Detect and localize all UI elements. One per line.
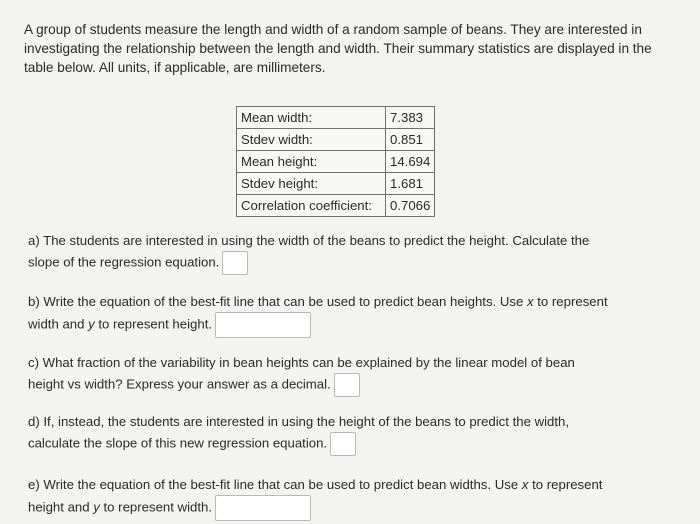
question-d-line1: d) If, instead, the students are interested in using the height of the beans to predict the width, [28, 414, 570, 429]
stat-value: 0.7066 [386, 195, 435, 217]
question-e-text: e) Write the equation of the best-fit line that can be used to predict bean widths. Use [28, 477, 522, 492]
variable-x: x [521, 477, 529, 492]
stat-label: Stdev width: [237, 129, 386, 151]
question-a [28, 231, 668, 275]
answer-a-input[interactable] [222, 251, 248, 275]
table-row [237, 151, 435, 173]
question-c-text: height vs width? Express your answer as a decimal. [28, 376, 331, 392]
stat-label: Mean height: [237, 151, 386, 173]
question-e-text: to represent width. [99, 499, 213, 515]
question-c-line2 [28, 373, 668, 397]
question-a-text: slope of the regression equation. [28, 254, 220, 270]
stat-value: 0.851 [386, 129, 435, 151]
question-b-text: b) Write the equation of the best-fit line that can be used to predict bean heights. Use [28, 294, 527, 309]
stat-label: Stdev height: [237, 173, 386, 195]
table-row [237, 129, 435, 151]
stat-value: 14.694 [386, 151, 435, 173]
answer-b-input[interactable] [215, 312, 311, 338]
question-c [28, 353, 668, 397]
variable-y: y [88, 316, 95, 332]
question-b-line1 [28, 292, 668, 312]
variable-x: x [527, 294, 534, 309]
question-d-line2 [28, 432, 668, 456]
question-c-line1: c) What fraction of the variability in bean heights can be explained by the linear model of bean [28, 355, 575, 370]
question-e [28, 475, 668, 521]
stat-label: Mean width: [237, 107, 386, 129]
question-d [28, 412, 668, 456]
table-row [237, 195, 435, 217]
question-b-text: to represent [533, 294, 608, 309]
summary-statistics-table [236, 106, 435, 217]
stat-label: Correlation coefficient: [237, 195, 386, 217]
question-a-line1: a) The students are interested in using the width of the beans to predict the height. Calculate the [28, 233, 590, 248]
answer-d-input[interactable] [330, 432, 356, 456]
question-e-line1 [28, 475, 668, 495]
question-e-text: to represent [528, 477, 603, 492]
variable-y: y [93, 499, 100, 515]
question-b-text: to represent height. [94, 316, 213, 332]
question-d-text: calculate the slope of this new regression equation. [28, 435, 328, 451]
problem-intro: A group of students measure the length and width of a random sample of beans. They are interested in investigating the relationship between the length and width. Their summary statistics are displayed in the table below. All units, if applicable, are millimeters. [24, 22, 652, 75]
question-b [28, 292, 668, 338]
question-b-line2 [28, 312, 668, 338]
stat-value: 1.681 [386, 173, 435, 195]
answer-e-input[interactable] [215, 495, 311, 521]
question-b-text: width and [28, 316, 89, 332]
stat-value: 7.383 [386, 107, 435, 129]
table-row [237, 173, 435, 195]
table-row [237, 107, 435, 129]
question-e-line2 [28, 495, 668, 521]
question-a-line2 [28, 251, 668, 275]
question-e-text: height and [28, 499, 94, 515]
answer-c-input[interactable] [334, 373, 360, 397]
